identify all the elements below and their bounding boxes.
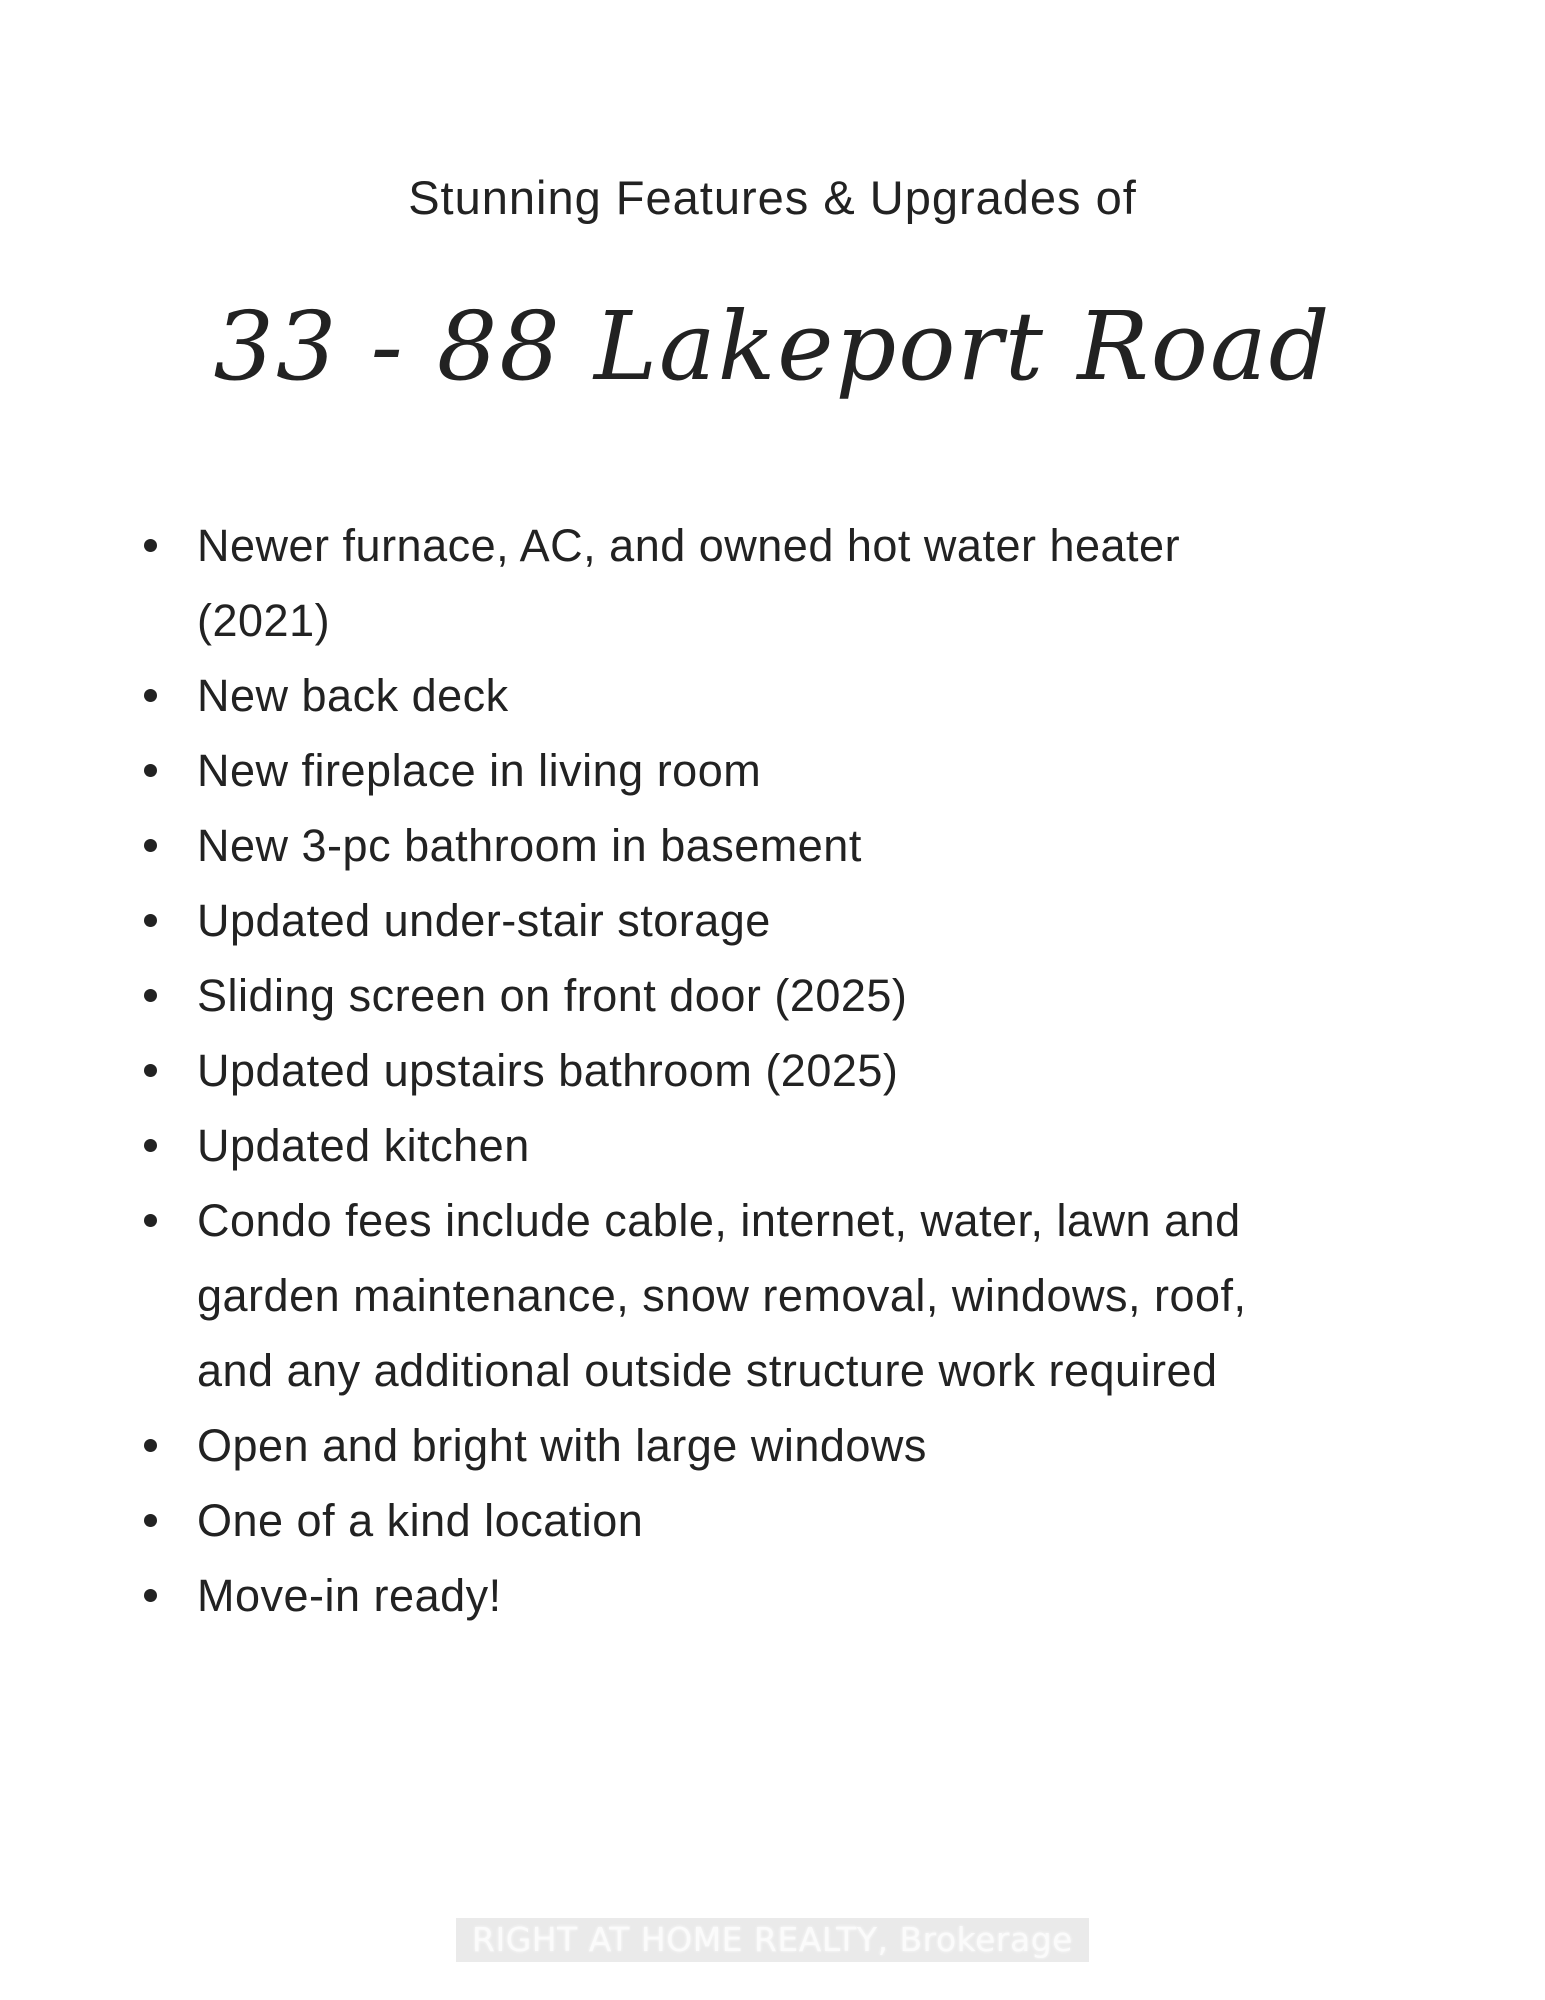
- feature-item: [0, 508, 1545, 658]
- watermark-container: [0, 1918, 1545, 1962]
- feature-item: [0, 1183, 1545, 1408]
- page-title: Stunning Features & Upgrades of: [408, 171, 1137, 224]
- feature-item: [0, 883, 1545, 958]
- feature-item: [0, 1408, 1545, 1483]
- feature-item: [0, 658, 1545, 733]
- feature-item: [0, 808, 1545, 883]
- property-address: 33 - 88 Lakeport Road: [213, 292, 1332, 402]
- feature-line: New back deck: [197, 670, 509, 721]
- feature-line: Newer furnace, AC, and owned hot water heater: [197, 520, 1181, 571]
- feature-line: New 3-pc bathroom in basement: [197, 820, 862, 871]
- feature-line: Move-in ready!: [197, 1570, 502, 1621]
- feature-item: [0, 1033, 1545, 1108]
- feature-line: One of a kind location: [197, 1495, 644, 1546]
- feature-line: New fireplace in living room: [197, 745, 762, 796]
- feature-line: Updated under-stair storage: [197, 895, 771, 946]
- feature-line: Sliding screen on front door (2025): [197, 970, 908, 1021]
- features-list: [0, 508, 1545, 1633]
- feature-item: [0, 733, 1545, 808]
- feature-line: (2021): [197, 595, 331, 646]
- feature-line: and any additional outside structure work required: [197, 1345, 1218, 1396]
- feature-item: [0, 958, 1545, 1033]
- feature-line: Condo fees include cable, internet, water, lawn and: [197, 1195, 1241, 1246]
- feature-item: [0, 1483, 1545, 1558]
- feature-item: [0, 1558, 1545, 1633]
- feature-line: Updated upstairs bathroom (2025): [197, 1045, 899, 1096]
- feature-item: [0, 1108, 1545, 1183]
- feature-line: Open and bright with large windows: [197, 1420, 927, 1471]
- feature-line: garden maintenance, snow removal, windows, roof,: [197, 1270, 1247, 1321]
- feature-line: Updated kitchen: [197, 1120, 530, 1171]
- brokerage-watermark: RIGHT AT HOME REALTY, Brokerage: [456, 1918, 1089, 1962]
